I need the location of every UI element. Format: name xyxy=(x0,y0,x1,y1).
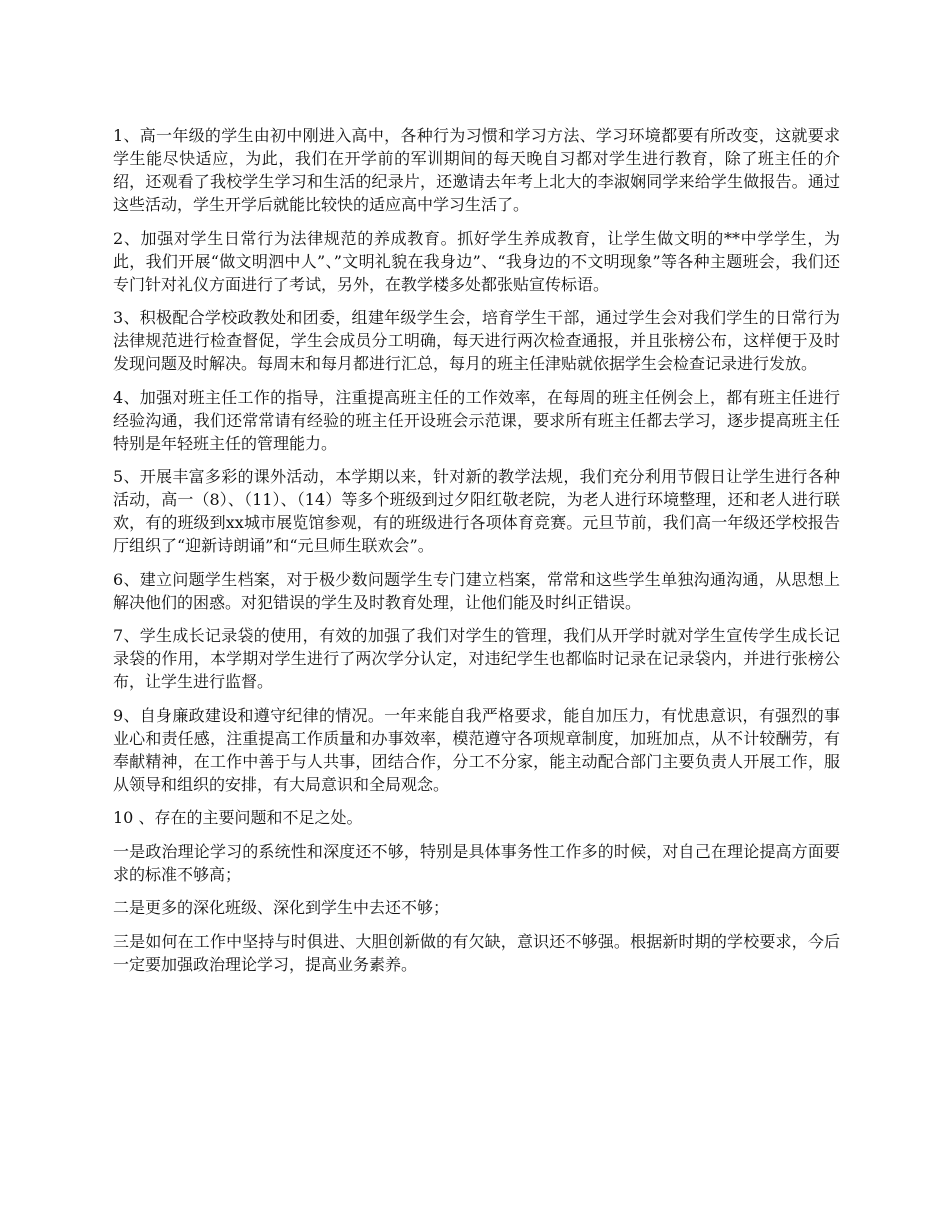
problem-3: 三是如何在工作中坚持与时俱进、大胆创新做的有欠缺，意识还不够强。根据新时期的学校要求，今后一定要加强政治理论学习，提高业务素养。 xyxy=(113,931,840,974)
paragraph-5: 5、开展丰富多彩的课外活动，本学期以来，针对新的教学法规，我们充分利用节假日让学生进行各种活动，高一（8）、（11）、（14）等多个班级到过夕阳红敬老院，为老人进行环境整理，还和老人进行联欢，有的班级到xx城市展览馆参观，有的班级进行各项体育竞赛。元旦节前，我们高一年级还学校报告厅组织了“迎新诗朗诵”和“元旦师生联欢会”。 xyxy=(113,467,840,555)
paragraph-7: 7、学生成长记录袋的使用，有效的加强了我们对学生的管理，我们从开学时就对学生宣传学生成长记录袋的作用，本学期对学生进行了两次学分认定，对违纪学生也都临时记录在记录袋内，并进行张榜公布，让学生进行监督。 xyxy=(113,626,840,691)
problem-2: 二是更多的深化班级、深化到学生中去还不够； xyxy=(113,898,450,917)
paragraph-9: 9、自身廉政建设和遵守纪律的情况。一年来能自我严格要求，能自加压力，有忧患意识，有强烈的事业心和责任感，注重提高工作质量和办事效率，模范遵守各项规章制度，加班加点，从不计较酬劳，有奉献精神，在工作中善于与人共事，团结合作，分工不分家，能主动配合部门主要负责人开展工作，服从领导和组织的安排，有大局意识和全局观念。 xyxy=(113,705,840,794)
document-body xyxy=(113,124,840,986)
paragraph-2: 2、加强对学生日常行为法律规范的养成教育。抓好学生养成教育，让学生做文明的**中学学生，为此，我们开展“做文明泗中人”、”文明礼貌在我身边”、“我身边的不文明现象”等各种主题班会，我们还专门针对礼仪方面进行了考试，另外，在教学楼多处都张贴宣传标语。 xyxy=(113,228,840,294)
paragraph-10-heading: 10 、存在的主要问题和不足之处。 xyxy=(113,808,363,827)
problem-1: 一是政治理论学习的系统性和深度还不够，特别是具体事务性工作多的时候，对自己在理论提高方面要求的标准不够高； xyxy=(113,841,840,884)
paragraph-6: 6、建立问题学生档案，对于极少数问题学生专门建立档案，常常和这些学生单独沟通沟通，从思想上解决他们的困惑。对犯错误的学生及时教育处理，让他们能及时纠正错误。 xyxy=(113,569,840,612)
paragraph-1: 1、高一年级的学生由初中刚进入高中，各种行为习惯和学习方法、学习环境都要有所改变，这就要求学生能尽快适应，为此，我们在开学前的军训期间的每天晚自习都对学生进行教育，除了班主任的介绍，还观看了我校学生学习和生活的纪录片，还邀请去年考上北大的李淑娴同学来给学生做报告。通过这些活动，学生开学后就能比较快的适应高中学习生活了。 xyxy=(113,126,840,214)
paragraph-4: 4、加强对班主任工作的指导，注重提高班主任的工作效率，在每周的班主任例会上，都有班主任进行经验沟通，我们还常常请有经验的班主任开设班会示范课，要求所有班主任都去学习，逐步提高班主任特别是年轻班主任的管理能力。 xyxy=(113,387,840,453)
paragraph-3: 3、积极配合学校政教处和团委，组建年级学生会，培育学生干部，通过学生会对我们学生的日常行为法律规范进行检查督促，学生会成员分工明确，每天进行两次检查通报，并且张榜公布，这样便于及时发现问题及时解决。每周末和每月都进行汇总，每月的班主任津贴就依据学生会检查记录进行发放。 xyxy=(113,308,840,373)
